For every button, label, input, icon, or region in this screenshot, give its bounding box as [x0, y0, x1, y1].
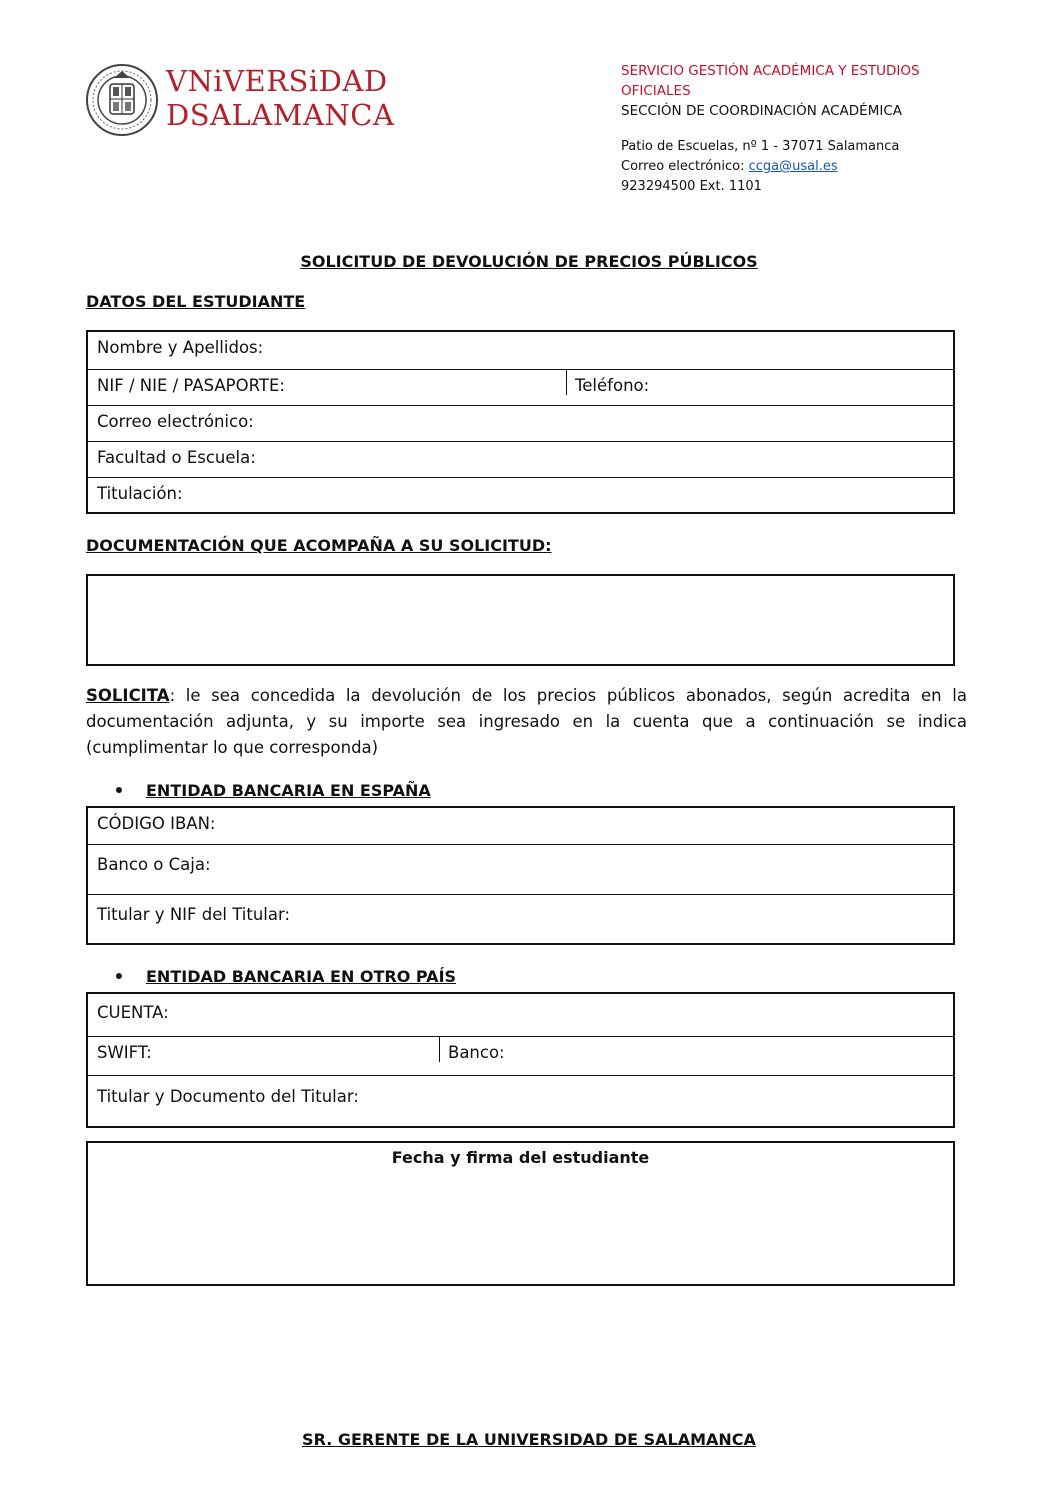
- request-paragraph: [86, 683, 967, 761]
- addressee-footer: SR. GERENTE DE LA UNIVERSIDAD DE SALAMANCA: [302, 1430, 756, 1449]
- foreign-holder-row[interactable]: [88, 1076, 953, 1126]
- university-seal-icon: [84, 62, 160, 138]
- email-label: Correo electrónico:: [621, 159, 749, 174]
- signature-heading: Fecha y firma del estudiante: [391, 1148, 650, 1167]
- bullet-icon: [116, 787, 122, 793]
- phone-field[interactable]: [566, 370, 953, 395]
- service-name-line-1: SERVICIO GESTIÓN ACADÉMICA Y ESTUDIOS: [621, 63, 920, 79]
- email-row[interactable]: [88, 406, 953, 442]
- degree-row[interactable]: [88, 478, 953, 512]
- logo-line-2: DSALAMANCA: [166, 98, 395, 132]
- logo-line-1: VNiVERSiDAD: [166, 64, 388, 98]
- faculty-row[interactable]: [88, 442, 953, 478]
- account-row[interactable]: [88, 994, 953, 1037]
- swift-field[interactable]: [88, 1037, 439, 1062]
- foreign-bank-label: Banco:: [448, 1043, 505, 1062]
- foreign-bank-field[interactable]: [439, 1037, 953, 1062]
- section-name: SECCIÓN DE COORDINACIÓN ACADÉMICA: [621, 103, 902, 119]
- name-row[interactable]: [88, 332, 953, 370]
- address: Patio de Escuelas, nº 1 - 37071 Salamanca: [621, 139, 900, 154]
- request-label: SOLICITA: [86, 686, 170, 705]
- bank-foreign-table: [86, 992, 955, 1128]
- documentation-heading: DOCUMENTACIÓN QUE ACOMPAÑA A SU SOLICITUD:: [86, 536, 552, 555]
- account-label: CUENTA:: [97, 1003, 169, 1022]
- holder-row[interactable]: [88, 895, 953, 943]
- id-label: NIF / NIE / PASAPORTE:: [97, 376, 285, 395]
- documentation-box[interactable]: [86, 574, 955, 666]
- foreign-holder-label: Titular y Documento del Titular:: [97, 1087, 359, 1106]
- iban-label: CÓDIGO IBAN:: [97, 814, 216, 833]
- request-text: : le sea concedida la devolución de los precios públicos abonados, según acredita en la documentación adjunta, y su importe sea ingresado en la cuenta que a continuación se indica (cumplimentar lo que corresponda): [86, 686, 967, 757]
- id-field[interactable]: [88, 370, 566, 395]
- bank-spain-heading-label: ENTIDAD BANCARIA EN ESPAÑA: [146, 781, 431, 800]
- email-label-student: Correo electrónico:: [97, 412, 254, 431]
- bank-foreign-heading-label: ENTIDAD BANCARIA EN OTRO PAÍS: [146, 967, 457, 986]
- name-label: Nombre y Apellidos:: [97, 338, 264, 357]
- university-logo: [84, 62, 395, 138]
- student-data-table: [86, 330, 955, 514]
- bank-spain-table: [86, 806, 955, 945]
- iban-row[interactable]: [88, 808, 953, 845]
- holder-label: Titular y NIF del Titular:: [97, 905, 291, 924]
- service-name-line-2: OFICIALES: [621, 83, 691, 99]
- faculty-label: Facultad o Escuela:: [97, 448, 256, 467]
- contact-block: [621, 137, 1021, 197]
- phone: 923294500 Ext. 1101: [621, 179, 762, 194]
- id-phone-row: [88, 370, 953, 406]
- office-block: [621, 61, 1021, 121]
- bullet-icon: [116, 973, 122, 979]
- bank-spain-heading: [116, 781, 431, 800]
- email-link[interactable]: ccga@usal.es: [748, 159, 838, 174]
- student-section-heading: DATOS DEL ESTUDIANTE: [86, 292, 306, 311]
- bank-label: Banco o Caja:: [97, 855, 211, 874]
- swift-bank-row: [88, 1037, 953, 1076]
- logo-wordmark: [166, 64, 394, 132]
- swift-label: SWIFT:: [97, 1043, 152, 1062]
- bank-row[interactable]: [88, 845, 953, 895]
- phone-label: Teléfono:: [575, 376, 650, 395]
- document-title: SOLICITUD DE DEVOLUCIÓN DE PRECIOS PÚBLICOS: [300, 252, 758, 271]
- bank-foreign-heading: [116, 967, 456, 986]
- degree-label: Titulación:: [97, 484, 183, 503]
- email-line: [621, 157, 1021, 177]
